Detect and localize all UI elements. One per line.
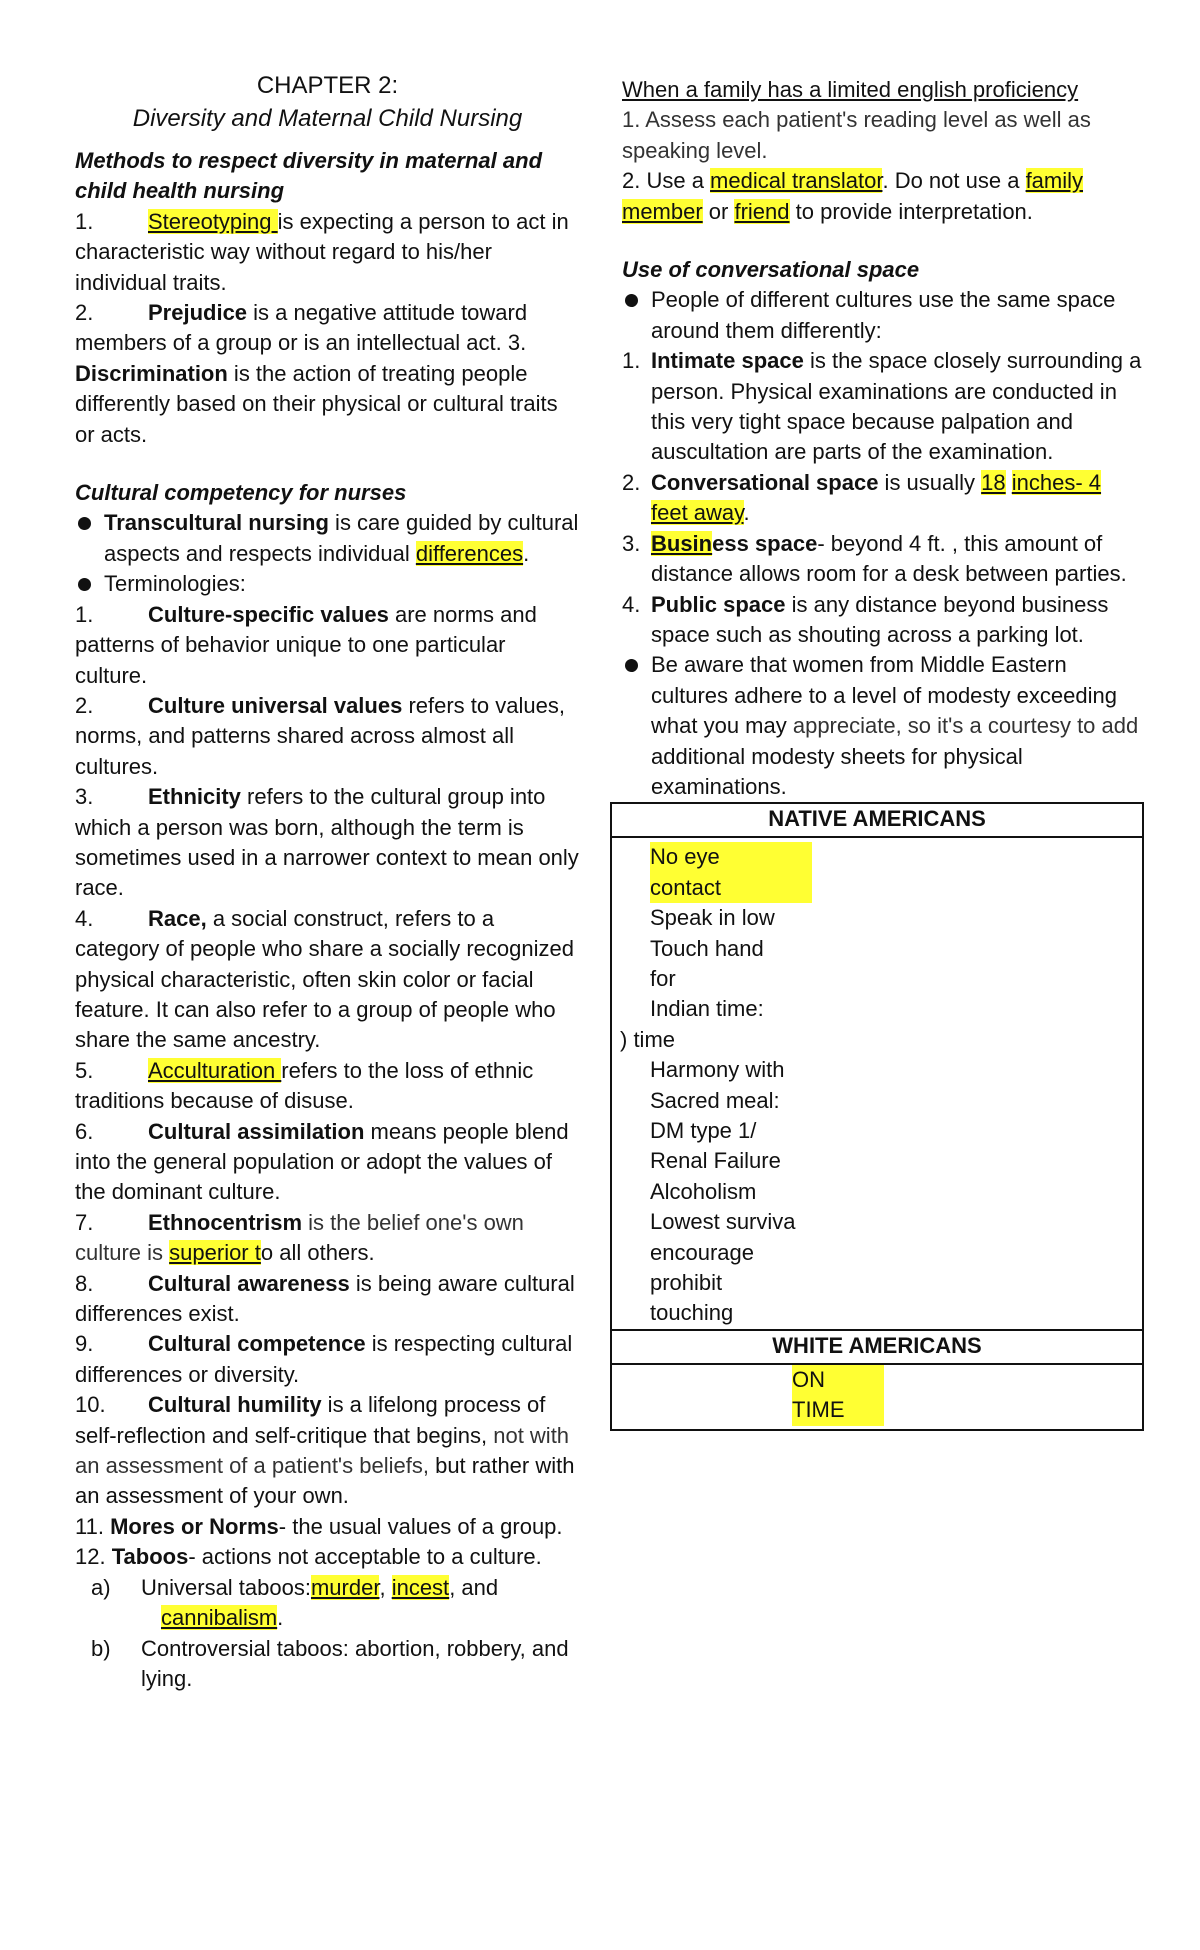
culture-table	[610, 802, 1144, 1431]
native-note-line: ) time	[620, 1026, 675, 1052]
chapter-subtitle: Diversity and Maternal Child Nursing	[132, 105, 523, 132]
native-note-line: Speak in low	[650, 905, 775, 931]
term-5: 5. Acculturation refers to the loss of ethnic traditions because of disuse.	[75, 1057, 534, 1114]
taboo-b: b) Controversial taboos: abortion, robbery, and lying.	[91, 1635, 569, 1691]
term-11: 11. Mores or Norms- the usual values of a group.	[75, 1513, 563, 1539]
term-8: 8. Cultural awareness is being aware cultural differences exist.	[75, 1270, 575, 1327]
lep-item-1: 1. Assess each patient's reading level as well as speaking level.	[622, 107, 1091, 163]
lep-item-2: 2. Use a medical translator. Do not use a family member or friend to provide interpretation.	[622, 168, 1084, 224]
term-10: 10. Cultural humility is a lifelong process of self-reflection and self-critique that begins, not with an assessment of a patient's beliefs, but rather with an assessment of your own.	[75, 1392, 575, 1509]
native-note-line: Sacred meal:	[650, 1087, 780, 1113]
space-item-2: 2. Conversational space is usually 18 inches- 4 feet away.	[622, 469, 1102, 526]
white-americans-cell	[611, 1364, 1143, 1430]
section-methods-heading: Methods to respect diversity in maternal and child health nursing	[75, 148, 543, 204]
term-12: 12. Taboos- actions not acceptable to a culture.	[75, 1544, 542, 1570]
conv-space-heading: Use of conversational space	[622, 257, 920, 283]
native-note-line: Alcoholism	[650, 1178, 757, 1204]
section-competency-heading: Cultural competency for nurses	[75, 480, 407, 506]
method-item-2: 2. Prejudice is a negative attitude toward members of a group or is an intellectual act. 3. Discrimination is the action of treating people differently based on their physical or cultural traits or acts.	[75, 300, 558, 447]
space-item-4: 4. Public space is any distance beyond business space such as shouting across a parking lot.	[622, 591, 1109, 647]
native-note-line: for	[650, 965, 676, 991]
right-column	[622, 0, 1142, 1431]
native-americans-header: NATIVE AMERICANS	[611, 803, 1143, 837]
native-note-line: Renal Failure	[650, 1148, 781, 1174]
native-note-line: Harmony with	[650, 1057, 785, 1083]
native-americans-cell	[611, 837, 1143, 1330]
bullet-terminologies: Terminologies:	[75, 569, 580, 599]
method-item-1: 1. Stereotyping is expecting a person to act in characteristic way without regard to his/her individual traits.	[75, 208, 569, 295]
left-column	[75, 0, 580, 1694]
term-2: 2. Culture universal values refers to values, norms, and patterns shared across almost all cultures.	[75, 692, 565, 779]
native-notes-list	[620, 903, 850, 1329]
term-3: 3. Ethnicity refers to the cultural group into which a person was born, although the term is sometimes used in a narrower context to mean only race.	[75, 784, 579, 901]
native-note-line: DM type 1/	[650, 1118, 757, 1143]
term-4: 4. Race, a social construct, refers to a category of people who share a socially recognized physical characteristic, often skin color or facial feature. It can also refer to a group of people who share the same ancestry.	[75, 905, 574, 1053]
white-americans-header: WHITE AMERICANS	[611, 1330, 1143, 1364]
native-note-line: Indian time:	[650, 996, 764, 1022]
native-no-eye-contact: No eye contact	[650, 842, 812, 903]
native-note-line: prohibit	[650, 1270, 723, 1296]
conv-bullet-1: People of different cultures use the same space around them differently:	[622, 285, 1142, 346]
white-on-time: ON TIME	[792, 1365, 884, 1426]
taboo-a: a) Universal taboos:murder, incest, and cannibalism.	[91, 1574, 499, 1631]
bullet-transcultural: Transcultural nursing is care guided by cultural aspects and respects individual differences.	[75, 508, 580, 569]
native-note-line: encourage	[650, 1239, 754, 1265]
space-item-1: 1. Intimate space is the space closely surrounding a person. Physical examinations are conducted in this very tight space because palpation and auscultation are parts of the examination.	[622, 348, 1142, 465]
term-6: 6. Cultural assimilation means people blend into the general population or adopt the values of the dominant culture.	[75, 1118, 569, 1205]
term-1: 1. Culture-specific values are norms and patterns of behavior unique to one particular culture.	[75, 601, 537, 688]
space-item-3: 3. Business space- beyond 4 ft. , this amount of distance allows room for a desk between parties.	[622, 530, 1127, 587]
chapter-heading: CHAPTER 2:	[256, 72, 399, 99]
native-note-line: Lowest surviva	[650, 1209, 796, 1235]
native-note-line: touching	[650, 1300, 734, 1326]
lep-heading: When a family has a limited english proficiency	[622, 77, 1079, 102]
term-9: 9. Cultural competence is respecting cultural differences or diversity.	[75, 1331, 573, 1387]
term-7: 7. Ethnocentrism is the belief one's own culture is superior to all others.	[75, 1209, 524, 1266]
conv-bullet-2: Be aware that women from Middle Eastern cultures adhere to a level of modesty exceeding what you may appreciate, so it's a courtesy to add additional modesty sheets for physical examinations.	[622, 650, 1142, 802]
native-note-line: Touch hand	[650, 935, 764, 961]
